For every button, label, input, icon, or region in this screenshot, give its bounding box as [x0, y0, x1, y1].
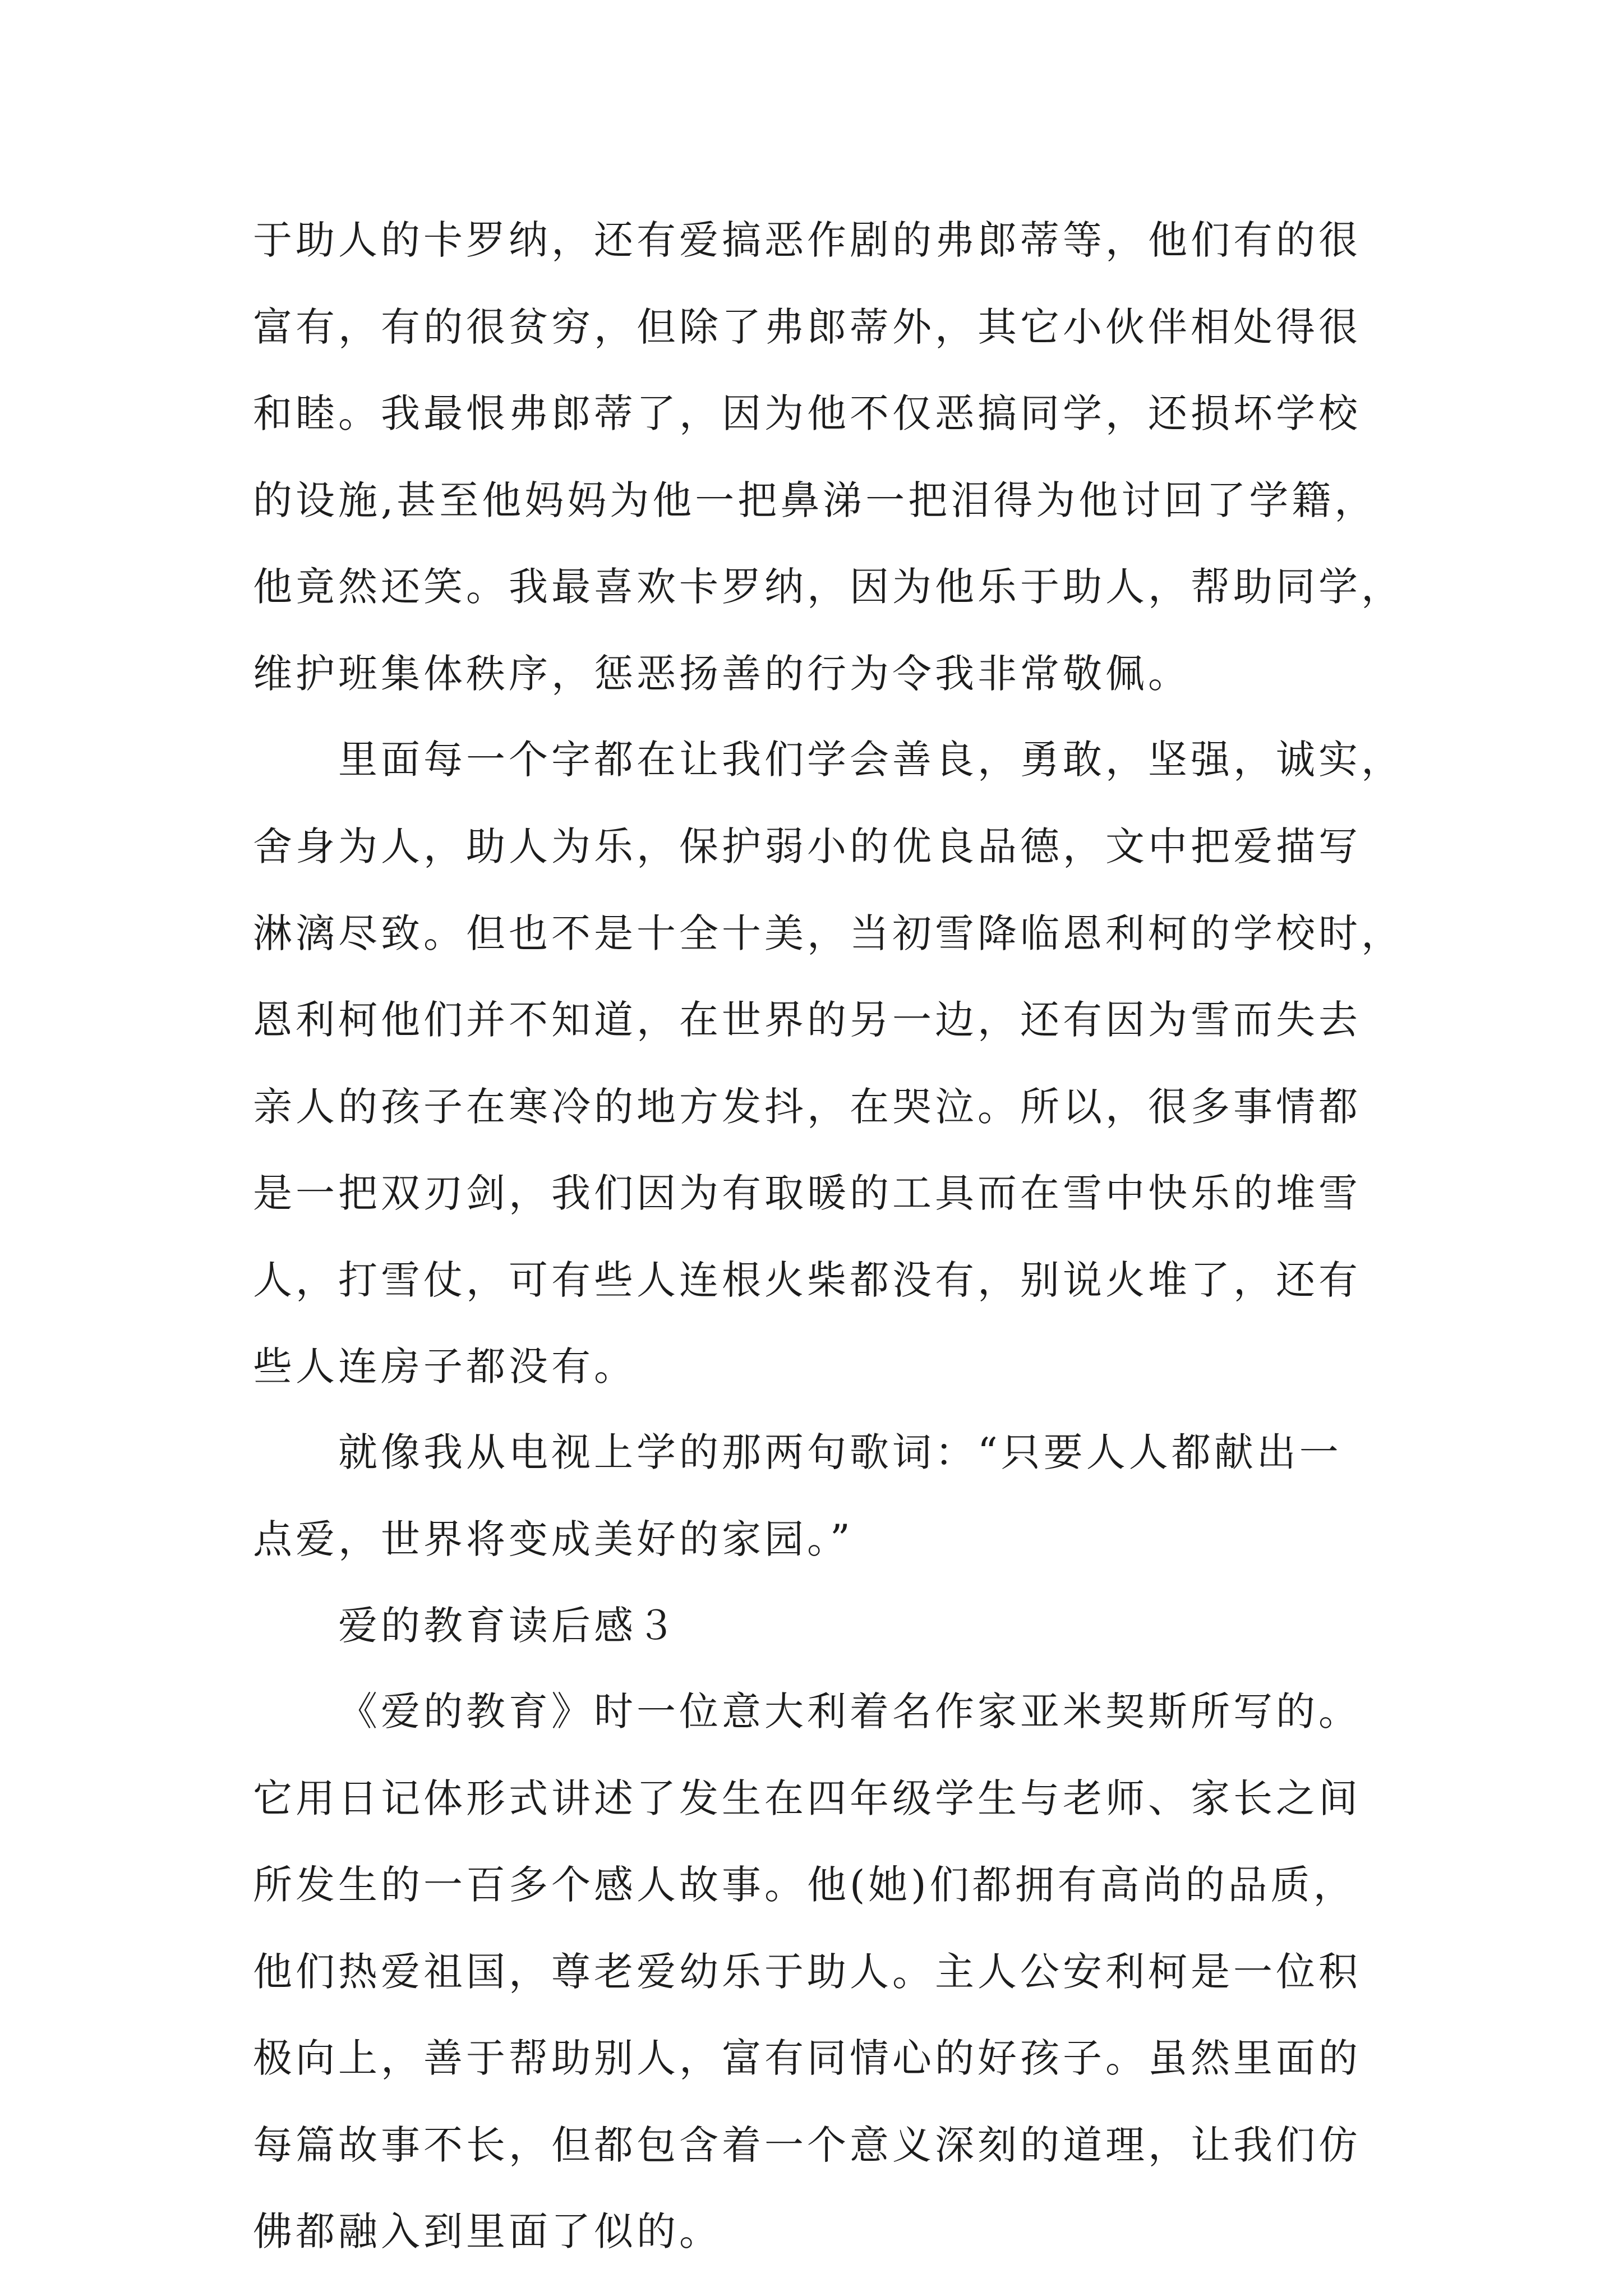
section-heading: 爱的教育读后感３ [338, 1603, 679, 1649]
text-line: 极向上，善于帮助别人，富有同情心的好孩子。虽然里面的 [253, 2035, 1361, 2081]
paragraph-first-line: 《爱的教育》时一位意大利着名作家亚米契斯所写的。 [338, 1688, 1361, 1734]
text-line: 点爱，世界将变成美好的家园。” [253, 1516, 854, 1562]
text-line: 他们热爱祖国，尊老爱幼乐于助人。主人公安利柯是一位积 [253, 1949, 1361, 1995]
text-line: 富有，有的很贫穷，但除了弗郎蒂外，其它小伙伴相处得很 [253, 304, 1361, 350]
text-line: 和睦。我最恨弗郎蒂了，因为他不仅恶搞同学，还损坏学校 [253, 390, 1361, 436]
text-line: 些人连房子都没有。 [253, 1343, 637, 1389]
text-line: 于助人的卡罗纳，还有爱搞恶作剧的弗郎蒂等，他们有的很 [253, 217, 1361, 263]
text-line: 亲人的孩子在寒冷的地方发抖，在哭泣。所以，很多事情都 [253, 1084, 1361, 1130]
text-line: 它用日记体形式讲述了发生在四年级学生与老师、家长之间 [253, 1775, 1361, 1821]
text-line: 每篇故事不长，但都包含着一个意义深刻的道理，让我们仿 [253, 2122, 1361, 2168]
text-line: 恩利柯他们并不知道，在世界的另一边，还有因为雪而失去 [253, 997, 1361, 1043]
text-line: 他竟然还笑。我最喜欢卡罗纳，因为他乐于助人，帮助同学， [253, 564, 1404, 610]
text-line: 维护班集体秩序，惩恶扬善的行为令我非常敬佩。 [253, 651, 1191, 697]
text-line: 是一把双刃剑，我们因为有取暖的工具而在雪中快乐的堆雪 [253, 1170, 1361, 1216]
paragraph-first-line: 里面每一个字都在让我们学会善良，勇敢，坚强，诚实， [338, 737, 1404, 783]
paragraph-first-line: 就像我从电视上学的那两句歌词：“只要人人都献出一 [338, 1429, 1342, 1475]
text-line: 人，打雪仗，可有些人连根火柴都没有，别说火堆了，还有 [253, 1257, 1361, 1303]
text-line: 舍身为人，助人为乐，保护弱小的优良品德，文中把爱描写 [253, 823, 1361, 869]
text-line: 的设施,甚至他妈妈为他一把鼻涕一把泪得为他讨回了学籍， [253, 477, 1377, 523]
text-line: 佛都融入到里面了似的。 [253, 2208, 722, 2254]
text-line: 淋漓尽致。但也不是十全十美，当初雪降临恩利柯的学校时， [253, 910, 1404, 956]
text-line: 所发生的一百多个感人故事。他(她)们都拥有高尚的品质， [253, 1862, 1356, 1908]
